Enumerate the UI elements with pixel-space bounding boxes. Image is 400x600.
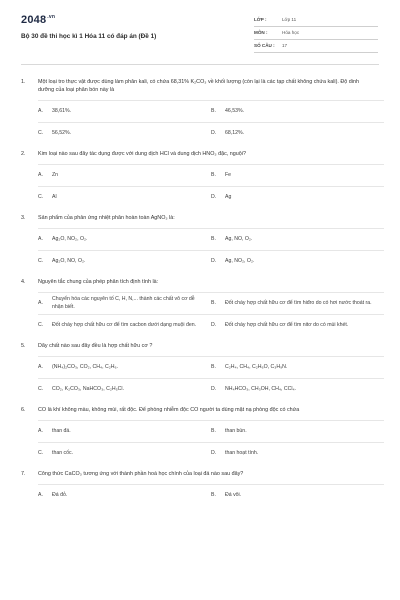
- answer-option-c[interactable]: [38, 186, 211, 208]
- meta-row-class: [254, 16, 378, 29]
- option-key: D.: [211, 449, 217, 456]
- question-list: [0, 78, 400, 512]
- meta-label: SỐ CÂU :: [254, 43, 275, 48]
- answer-option-b[interactable]: [211, 100, 384, 122]
- answer-option-b[interactable]: [211, 420, 384, 442]
- answer-options: [38, 164, 400, 208]
- option-text: 46,53%.: [225, 107, 245, 114]
- option-key: D.: [211, 129, 217, 136]
- option-key: D.: [211, 385, 217, 392]
- option-text: Ag₂O, NO₂, O₂.: [52, 235, 88, 242]
- answer-option-a[interactable]: [38, 100, 211, 122]
- option-key: D.: [211, 321, 217, 328]
- answer-options: [38, 484, 400, 506]
- option-text: Đốt cháy hợp chất hữu cơ để tìm nitơ do có mùi khét.: [225, 321, 349, 328]
- answer-option-b[interactable]: [211, 292, 384, 314]
- option-key: A.: [38, 363, 43, 370]
- answer-option-b[interactable]: [211, 484, 384, 506]
- answer-option-b[interactable]: [211, 228, 384, 250]
- option-text: Ag₂O, NO, O₂.: [52, 257, 86, 264]
- option-text: Ag: [225, 193, 232, 200]
- option-key: B.: [211, 107, 216, 114]
- question-number: 5.: [21, 343, 26, 349]
- answer-option-c[interactable]: [38, 378, 211, 400]
- meta-row-subject: [254, 29, 378, 42]
- option-key: B.: [211, 491, 216, 498]
- answer-option-a[interactable]: [38, 420, 211, 442]
- question-stem: [0, 278, 400, 286]
- answer-option-d[interactable]: [211, 378, 384, 400]
- question-text: CO là khí không màu, không mùi, rất độc. Để phòng nhiễm độc CO người ta dùng mặt nạ phòng độc có chứa: [38, 407, 300, 413]
- option-text: than bùn.: [225, 427, 247, 434]
- logo-suffix: .vn: [47, 14, 56, 21]
- option-text: Đá đỏ.: [52, 491, 68, 498]
- answer-options: [38, 356, 400, 400]
- option-key: B.: [211, 299, 216, 306]
- option-key: A.: [38, 427, 43, 434]
- option-text: CO₂, K₂CO₃, NaHCO₃, C₂H₅Cl.: [52, 385, 125, 392]
- logo-text: 2048: [21, 14, 47, 26]
- answer-option-a[interactable]: [38, 292, 211, 314]
- question-text: Công thức CaCO₃ tương ứng với thành phần hoá học chính của loại đá nào sau đây?: [38, 471, 244, 477]
- option-key: B.: [211, 427, 216, 434]
- question-number: 3.: [21, 215, 26, 221]
- meta-row-question-count: [254, 42, 378, 55]
- option-text: Đốt cháy hợp chất hữu cơ để tìm hiđro do có hơi nước thoát ra.: [225, 299, 372, 306]
- option-text: Al: [52, 193, 57, 200]
- option-key: B.: [211, 363, 216, 370]
- question-number: 1.: [21, 79, 26, 85]
- meta-value: 17: [282, 43, 288, 48]
- question-stem: [0, 406, 400, 414]
- option-key: C.: [38, 257, 44, 264]
- meta-label: MÔN :: [254, 30, 268, 35]
- answer-option-d[interactable]: [211, 186, 384, 208]
- question-stem: [0, 470, 400, 478]
- question-number: 4.: [21, 279, 26, 285]
- answer-options: [38, 100, 400, 144]
- answer-options: [38, 228, 400, 272]
- option-text: Ag, NO₂, O₂.: [225, 257, 255, 264]
- meta-label: LỚP :: [254, 17, 267, 22]
- answer-option-d[interactable]: [211, 314, 384, 336]
- page-header: [0, 0, 400, 62]
- option-key: A.: [38, 491, 43, 498]
- option-key: B.: [211, 171, 216, 178]
- meta-value: Hóa học: [282, 30, 300, 35]
- option-key: D.: [211, 193, 217, 200]
- option-key: A.: [38, 299, 43, 306]
- question-3: [0, 214, 400, 272]
- option-key: C.: [38, 385, 44, 392]
- question-stem: [0, 78, 400, 94]
- option-text: Zn: [52, 171, 59, 178]
- option-key: C.: [38, 449, 44, 456]
- question-text: Một loại tro thực vật được dùng làm phân kali, có chứa 68,31% K₂CO₃ về khối lượng (còn lại là các tạp chất không chứa kali). Độ dinh dưỡng của loại phân bón này là: [38, 79, 359, 93]
- answer-option-b[interactable]: [211, 164, 384, 186]
- option-text: NH₄HCO₃, CH₃OH, CH₄, CCl₄.: [225, 385, 297, 392]
- answer-option-a[interactable]: [38, 164, 211, 186]
- question-stem: [0, 342, 400, 350]
- option-text: (NH₄)₂CO₃, CO₂, CH₄, C₂H₆.: [52, 363, 119, 370]
- answer-option-a[interactable]: [38, 228, 211, 250]
- option-key: A.: [38, 171, 43, 178]
- answer-option-c[interactable]: [38, 314, 211, 336]
- answer-option-d[interactable]: [211, 250, 384, 272]
- answer-option-b[interactable]: [211, 356, 384, 378]
- option-text: Đá vôi.: [225, 491, 242, 498]
- answer-option-c[interactable]: [38, 122, 211, 144]
- option-text: than hoạt tính.: [225, 449, 259, 456]
- answer-options: [38, 292, 400, 336]
- option-key: B.: [211, 235, 216, 242]
- question-text: Kim loại nào sau đây tác dụng được với dung dịch HCl và dung dịch HNO₃ đặc, nguội?: [38, 151, 246, 157]
- question-4: [0, 278, 400, 336]
- question-1: [0, 78, 400, 144]
- option-text: C₂H₄, CH₄, C₂H₆O, C₃H₉N.: [225, 363, 288, 370]
- question-text: Nguyên tắc chung của phép phân tích định tính là:: [38, 279, 159, 285]
- answer-option-a[interactable]: [38, 356, 211, 378]
- answer-option-c[interactable]: [38, 442, 211, 464]
- question-number: 2.: [21, 151, 26, 157]
- option-text: than cốc.: [52, 449, 74, 456]
- meta-info: [254, 16, 378, 55]
- option-key: C.: [38, 129, 44, 136]
- question-stem: [0, 150, 400, 158]
- question-text: Dãy chất nào sau đây đều là hợp chất hữu cơ ?: [38, 343, 153, 349]
- option-key: C.: [38, 193, 44, 200]
- question-5: [0, 342, 400, 400]
- option-text: Fe: [225, 171, 232, 178]
- option-text: 68,12%.: [225, 129, 245, 136]
- option-text: Chuyển hóa các nguyên tố C, H, N,... thành các chất vô cơ dễ nhận biết.: [52, 296, 195, 310]
- answer-option-c[interactable]: [38, 250, 211, 272]
- question-number: 7.: [21, 471, 26, 477]
- question-stem: [0, 214, 400, 222]
- meta-value: Lớp 11: [282, 17, 297, 22]
- answer-option-d[interactable]: [211, 442, 384, 464]
- site-logo[interactable]: [21, 14, 55, 26]
- option-text: 56,52%.: [52, 129, 72, 136]
- header-divider: [21, 64, 379, 65]
- question-number: 6.: [21, 407, 26, 413]
- question-text: Sản phẩm của phản ứng nhiệt phân hoàn toàn AgNO₃ là:: [38, 215, 175, 221]
- question-2: [0, 150, 400, 208]
- option-text: than đá.: [52, 427, 71, 434]
- question-7: [0, 470, 400, 506]
- option-key: D.: [211, 257, 217, 264]
- answer-option-a[interactable]: [38, 484, 211, 506]
- option-text: 38,61%.: [52, 107, 72, 114]
- option-text: Ag, NO, O₂.: [225, 235, 253, 242]
- question-6: [0, 406, 400, 464]
- answer-options: [38, 420, 400, 464]
- option-key: A.: [38, 235, 43, 242]
- option-key: C.: [38, 321, 44, 328]
- document-title: Bộ 30 đề thi học kì 1 Hóa 11 có đáp án (Đề 1): [21, 33, 157, 40]
- option-key: A.: [38, 107, 43, 114]
- answer-option-d[interactable]: [211, 122, 384, 144]
- option-text: Đốt cháy hợp chất hữu cơ để tìm cacbon dưới dạng muội đen.: [52, 321, 197, 328]
